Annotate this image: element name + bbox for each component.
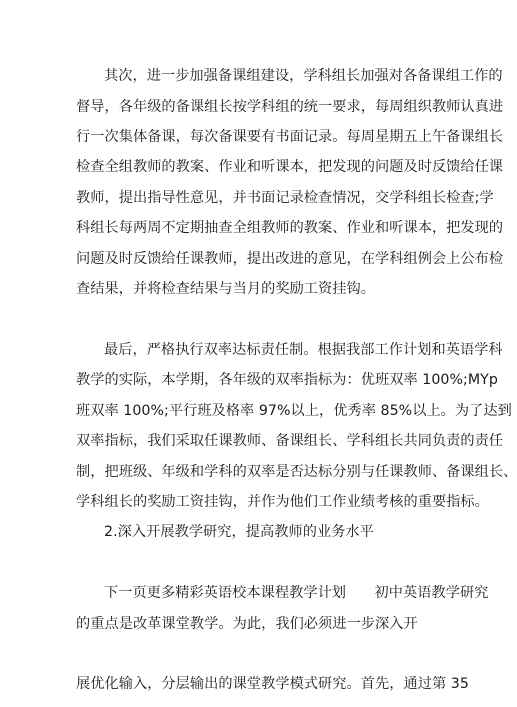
text-line: 班双率 100%;平行班及格率 97%以上，优秀率 85%以上。为了达到 [76, 403, 512, 419]
text-line: 下一页更多精彩英语校本课程教学计划 初中英语教学研究 [104, 585, 489, 601]
text-line: 教学的实际，本学期，各年级的双率指标为：优班双率 100%;MYp [76, 372, 498, 388]
text-line: 展优化输入，分层输出的课堂教学模式研究。首先，通过第 35 [76, 676, 469, 692]
text-line: 的重点是改革课堂教学。为此，我们必须进一步深入开 [76, 616, 418, 632]
text-line: 督导，各年级的备课组长按学科组的统一要求，每周组织教师认真进 [76, 99, 504, 115]
text-line: 双率指标，我们采取任课教师、备课组长、学科组长共同负责的责任 [76, 433, 504, 449]
text-line: 查结果，并将检查结果与当月的奖励工资挂钩。 [76, 281, 375, 297]
text-line: 教师，提出指导性意见，并书面记录检查情况，交学科组长检查;学 [76, 190, 494, 206]
text-line: 学科组长的奖励工资挂钩，并作为他们工作业绩考核的重要指标。 [76, 494, 489, 510]
text-line: 最后，严格执行双率达标责任制。根据我部工作计划和英语学科 [104, 342, 503, 358]
text-line: 行一次集体备课，每次备课要有书面记录。每周星期五上午备课组长 [76, 129, 504, 145]
text-line: 问题及时反馈给任课教师，提出改进的意见，在学科组例会上公布检 [76, 251, 504, 267]
section-heading: 2.深入开展教学研究，提高教师的业务水平 [104, 524, 374, 540]
text-line: 科组长每两周不定期抽查全组教师的教案、作业和听课本，把发现的 [76, 220, 504, 236]
text-line: 检查全组教师的教案、作业和听课本，把发现的问题及时反馈给任课 [76, 159, 504, 175]
text-line: 制，把班级、年级和学科的双率是否达标分别与任课教师、备课组长、 [76, 464, 517, 480]
text-line: 其次，进一步加强备课组建设，学科组长加强对各备课组工作的 [104, 68, 503, 84]
